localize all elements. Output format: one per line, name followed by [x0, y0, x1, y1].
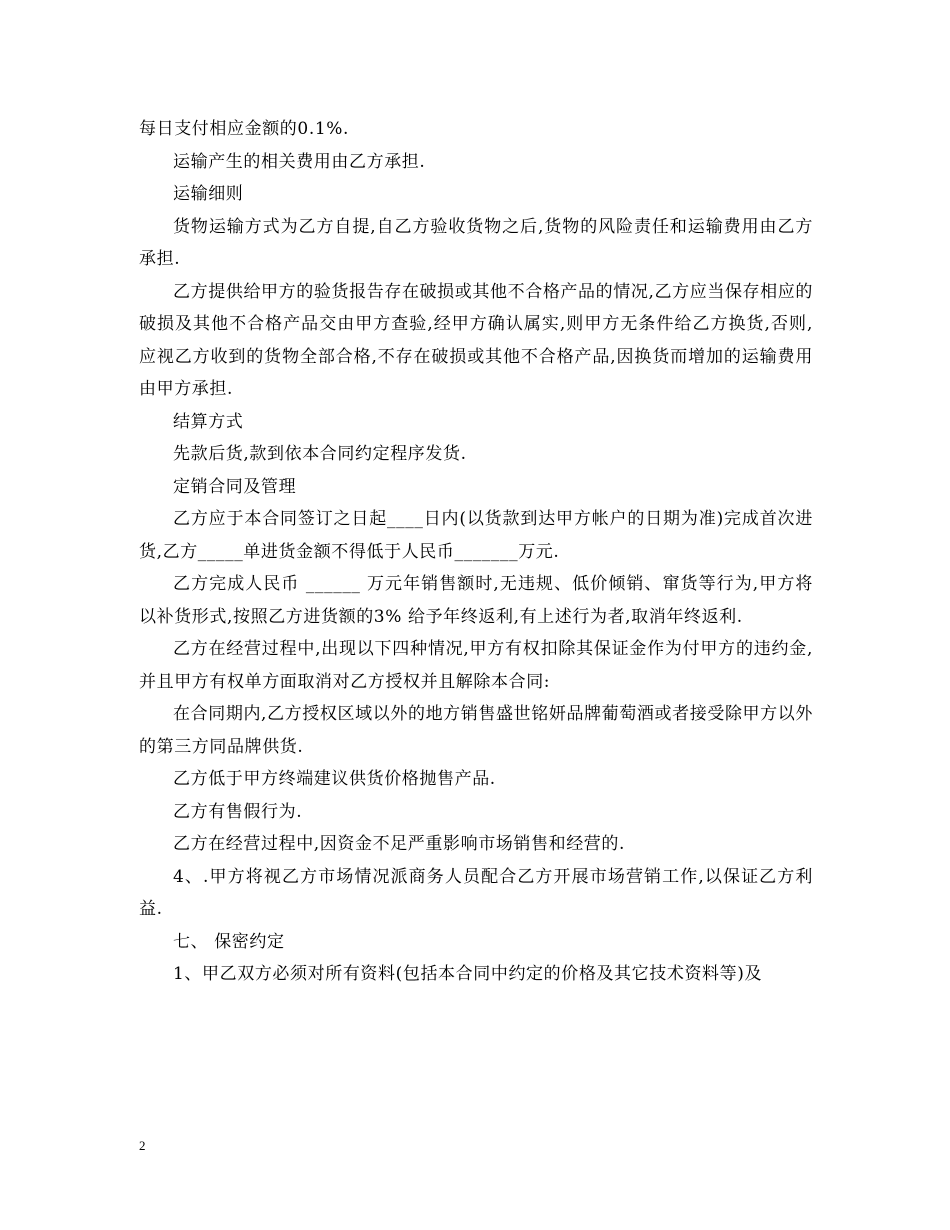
paragraph: 每日支付相应金额的0.1%.	[139, 119, 349, 139]
list-item: 乙方在经营过程中,因资金不足严重影响市场销售和经营的.	[173, 834, 626, 854]
list-item: 乙方有售假行为.	[173, 801, 303, 822]
list-item: 在合同期内,乙方授权区域以外的地方销售盛世铭妍品牌葡萄酒或者接受除甲方以外的第三方同品牌供货.	[139, 704, 813, 757]
paragraph: 乙方在经营过程中,出现以下四种情况,甲方有权扣除其保证金作为付甲方的违约金,并且甲方有权单方面取消对乙方授权并且解除本合同:	[139, 639, 813, 692]
list-item: 乙方低于甲方终端建议供货价格抛售产品.	[173, 769, 496, 789]
paragraph: 乙方提供给甲方的验货报告存在破损或其他不合格产品的情况,乙方应当保存相应的破损及其他不合格产品交由甲方查验,经甲方确认属实,则甲方无条件给乙方换货,否则,应视乙方收到的货物全部合格,不存在破损或其他不合格产品,因换货而增加的运输费用由甲方承担.	[139, 281, 813, 399]
paragraph: 运输产生的相关费用由乙方承担.	[173, 151, 426, 172]
paragraph: 先款后货,款到依本合同约定程序发货.	[173, 444, 467, 464]
document-body	[139, 113, 813, 991]
section-heading: 运输细则	[173, 184, 244, 204]
section-heading: 七、 保密约定	[173, 931, 285, 952]
paragraph: 1、甲乙双方必须对所有资料(包括本合同中约定的价格及其它技术资料等)及	[173, 964, 763, 984]
section-heading: 结算方式	[173, 411, 244, 432]
section-heading: 定销合同及管理	[173, 476, 297, 497]
paragraph: 货物运输方式为乙方自提,自乙方验收货物之后,货物的风险责任和运输费用由乙方承担.	[139, 216, 813, 269]
page-number: 2	[139, 1138, 146, 1153]
paragraph: 4、.甲方将视乙方市场情况派商务人员配合乙方开展市场营销工作,以保证乙方利益.	[139, 866, 813, 919]
paragraph: 乙方应于本合同签订之日起____日内(以货款到达甲方帐户的日期为准)完成首次进货,乙方_____单进货金额不得低于人民币_______万元.	[139, 509, 813, 562]
paragraph: 乙方完成人民币 ______ 万元年销售额时,无违规、低价倾销、窜货等行为,甲方将以补货形式,按照乙方进货额的3% 给予年终返利,有上述行为者,取消年终返利.	[139, 574, 813, 627]
